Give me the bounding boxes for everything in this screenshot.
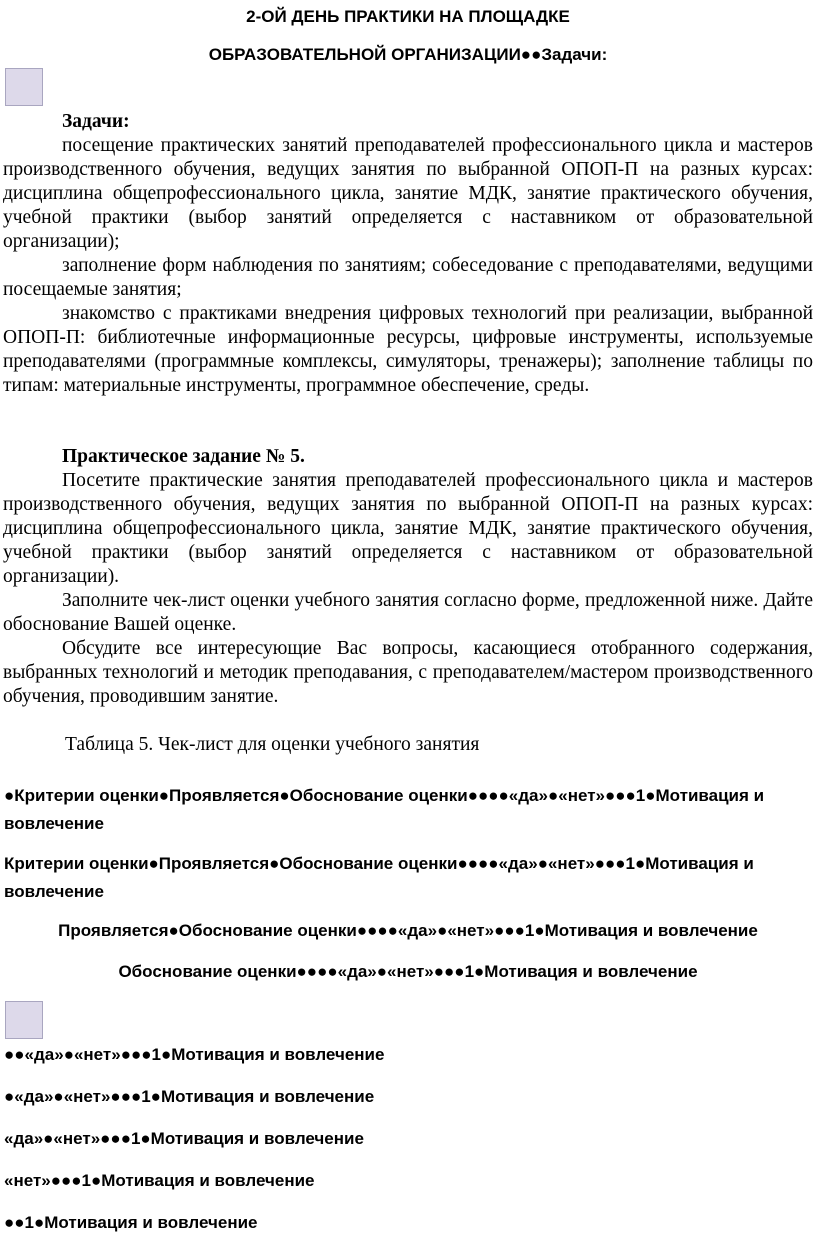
fragment-line: ●«да»●«нет»●●●1●Мотивация и вовлечение xyxy=(4,1087,375,1106)
task-item: знакомство с практиками внедрения цифровых технологий при реализации, выбранной ОПОП-П: библиотечные информационные ресурсы, цифровые инструменты, используемые преподавателями (программные комплексы, симуляторы, тренажеры); заполнение таблицы по типам: материальные инструменты, программное обеспечение, среды. xyxy=(3,303,813,396)
title-line-2: ОБРАЗОВАТЕЛЬНОЙ ОРГАНИЗАЦИИ●●Задачи: xyxy=(208,45,608,64)
assignment-heading: Практическое задание № 5. xyxy=(62,446,305,467)
fragment-line: «да»●«нет»●●●1●Мотивация и вовлечение xyxy=(4,1129,364,1148)
task-item: заполнение форм наблюдения по занятиям; собеседование с преподавателями, ведущими посещаемые занятия; xyxy=(3,255,813,300)
assignment-paragraph: Заполните чек-лист оценки учебного занятия согласно форме, предложенной ниже. Дайте обоснование Вашей оценке. xyxy=(3,590,813,635)
task-item: посещение практических занятий преподавателей профессионального цикла и мастеров производственного обучения, ведущих занятия по выбранной ОПОП-П на разных курсах: дисциплина общепрофессионального цикла, занятие МДК, занятие практического обучения, учебной практики (выбор занятий определяется с наставником от образовательной организации); xyxy=(3,135,813,252)
fragment-line: «нет»●●●1●Мотивация и вовлечение xyxy=(4,1171,315,1190)
fragment-line: Критерии оценки●Проявляется●Обоснование оценки●●●●«да»●«нет»●●●1●Мотивация и вовлечение xyxy=(4,854,754,901)
table-caption: Таблица 5. Чек-лист для оценки учебного занятия xyxy=(65,734,480,755)
tasks-heading: Задачи: xyxy=(62,111,130,132)
fragment-line: ●Критерии оценки●Проявляется●Обоснование оценки●●●●«да»●«нет»●●●1●Мотивация и вовлечение xyxy=(4,786,765,833)
title-line-1: 2-ОЙ ДЕНЬ ПРАКТИКИ НА ПЛОЩАДКЕ xyxy=(246,7,570,26)
fragment-line: ●●«да»●«нет»●●●1●Мотивация и вовлечение xyxy=(4,1045,385,1064)
fragment-line: Проявляется●Обоснование оценки●●●●«да»●«нет»●●●1●Мотивация и вовлечение xyxy=(58,921,758,940)
image-placeholder-icon xyxy=(5,68,43,106)
image-placeholder-icon xyxy=(5,1001,43,1039)
fragment-line: ●●1●Мотивация и вовлечение xyxy=(4,1213,258,1232)
assignment-paragraph: Обсудите все интересующие Вас вопросы, касающиеся отобранного содержания, выбранных технологий и методик преподавания, с преподавателем/мастером производственного обучения, проводившим занятие. xyxy=(3,638,813,707)
assignment-paragraph: Посетите практические занятия преподавателей профессионального цикла и мастеров производственного обучения, ведущих занятия по выбранной ОПОП-П на разных курсах: дисциплина общепрофессионального цикла, занятие МДК, занятие практического обучения, учебной практики (выбор занятий определяется с наставником от образовательной организации). xyxy=(3,470,813,587)
fragment-line: Обоснование оценки●●●●«да»●«нет»●●●1●Мотивация и вовлечение xyxy=(118,962,698,981)
